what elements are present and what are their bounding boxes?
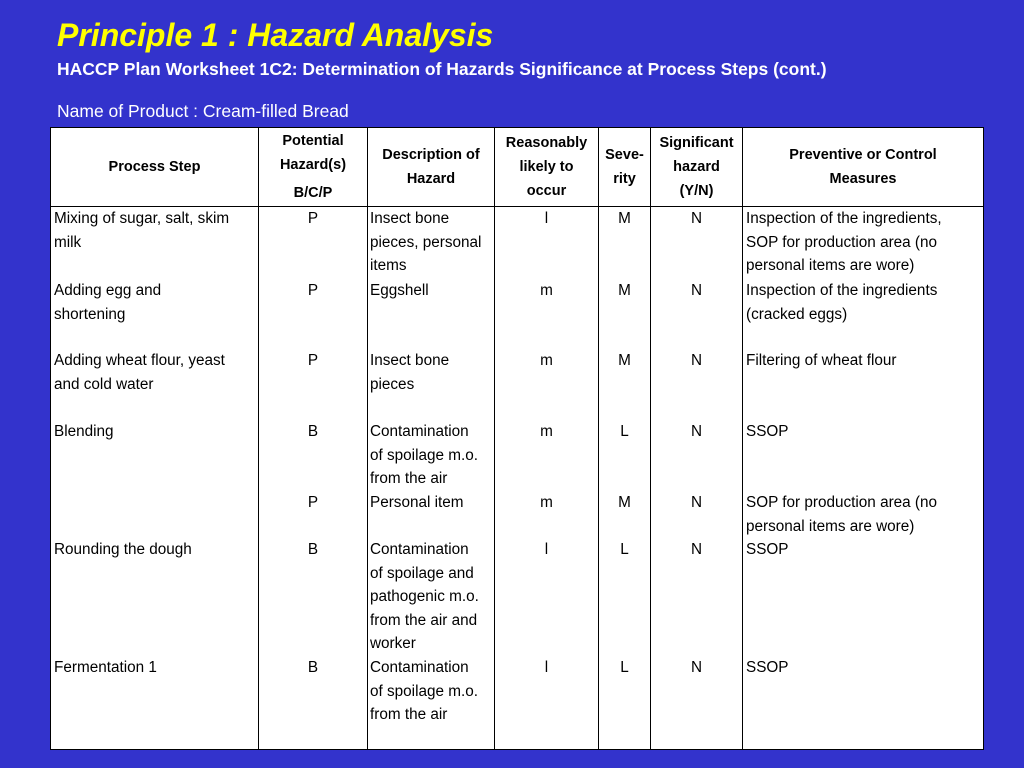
- hazard-description-cell: [370, 279, 494, 303]
- cell-text-line: milk: [54, 233, 82, 251]
- cell-text-line: N: [690, 282, 703, 299]
- process-step-cell: [54, 656, 256, 680]
- cell-text-line: Adding wheat flour, yeast: [54, 352, 225, 369]
- cell-text-line: N: [690, 352, 703, 369]
- cell-text-line: Insect bone: [370, 352, 450, 369]
- cell-text-line: pieces: [370, 375, 415, 393]
- cell-text-line: B: [307, 659, 319, 676]
- cell-text-line: l: [544, 541, 549, 558]
- cell-text-line: of spoilage m.o.: [370, 682, 478, 700]
- hazard-type-cell: [259, 349, 367, 373]
- cell-text-line: N: [690, 210, 703, 227]
- cell-text-line: pieces, personal: [370, 233, 482, 251]
- cell-text-line: items: [370, 257, 407, 275]
- cell-text-line: personal items are wore): [746, 257, 915, 275]
- cell-text-line: Eggshell: [370, 282, 429, 299]
- cell-text-line: P: [307, 352, 319, 369]
- cell-text-line: Contamination: [370, 423, 469, 440]
- severity-cell: [599, 207, 650, 231]
- significant-hazard-cell: [651, 538, 742, 562]
- cell-text-line: m: [540, 352, 553, 369]
- cell-text-line: M: [618, 210, 631, 227]
- cell-text-line: Mixing of sugar, salt, skim: [54, 210, 230, 227]
- cell-text-line: l: [544, 210, 549, 227]
- likelihood-cell: [495, 656, 598, 680]
- cell-text-line: N: [690, 494, 703, 511]
- significant-hazard-cell: [651, 349, 742, 373]
- cell-text-line: Inspection of the ingredients,: [746, 210, 942, 227]
- process-step-cell: [54, 279, 256, 326]
- likelihood-cell: [495, 279, 598, 303]
- header-preventive-measures: [743, 128, 983, 206]
- header-line: B/C/P: [293, 185, 333, 201]
- cell-text-line: SOP for production area (no: [746, 494, 938, 511]
- hazard-type-cell: [259, 538, 367, 562]
- cell-text-line: P: [307, 282, 319, 299]
- cell-text-line: from the air and: [370, 611, 478, 629]
- cell-text-line: pathogenic m.o.: [370, 588, 479, 606]
- header-line: likely to: [519, 159, 574, 175]
- preventive-measures-cell: [746, 491, 983, 538]
- likelihood-cell: [495, 538, 598, 562]
- header-process-step: [51, 128, 258, 206]
- hazard-type-cell: [259, 279, 367, 303]
- preventive-measures-cell: [746, 207, 983, 278]
- cell-text-line: m: [540, 423, 553, 440]
- header-line: Measures: [829, 171, 897, 187]
- cell-text-line: N: [690, 659, 703, 676]
- likelihood-cell: [495, 207, 598, 231]
- hazard-description-cell: [370, 656, 494, 727]
- cell-text-line: P: [307, 210, 319, 227]
- cell-text-line: Fermentation 1: [54, 659, 157, 676]
- cell-text-line: M: [618, 282, 631, 299]
- header-significant-hazard: [651, 128, 742, 206]
- header-line: Process Step: [108, 159, 201, 175]
- header-line: occur: [526, 183, 567, 199]
- cell-text-line: shortening: [54, 305, 126, 323]
- cell-text-line: B: [307, 423, 319, 440]
- cell-text-line: Insect bone: [370, 210, 450, 227]
- product-name: Name of Product : Cream-filled Bread: [57, 101, 349, 121]
- header-description: [368, 128, 494, 206]
- cell-text-line: Rounding the dough: [54, 541, 192, 558]
- hazard-analysis-table: [50, 127, 984, 750]
- cell-text-line: B: [307, 541, 319, 558]
- cell-text-line: from the air: [370, 470, 448, 488]
- cell-text-line: m: [540, 494, 553, 511]
- preventive-measures-cell: [746, 538, 983, 562]
- cell-text-line: N: [690, 541, 703, 558]
- header-line: hazard: [673, 159, 720, 175]
- preventive-measures-cell: [746, 656, 983, 680]
- cell-text-line: M: [618, 494, 631, 511]
- cell-text-line: from the air: [370, 706, 448, 724]
- significant-hazard-cell: [651, 420, 742, 444]
- hazard-description-cell: [370, 420, 494, 491]
- header-line: Reasonably: [505, 135, 588, 151]
- hazard-description-cell: [370, 207, 494, 278]
- cell-text-line: L: [620, 423, 629, 440]
- page-title: Principle 1 : Hazard Analysis: [57, 17, 494, 53]
- hazard-type-cell: [259, 420, 367, 444]
- preventive-measures-cell: [746, 349, 983, 373]
- significant-hazard-cell: [651, 279, 742, 303]
- likelihood-cell: [495, 420, 598, 444]
- header-line: Preventive or Control: [789, 147, 937, 163]
- cell-text-line: of spoilage and: [370, 564, 474, 582]
- cell-text-line: l: [544, 659, 549, 676]
- header-line: Description of: [382, 147, 480, 163]
- cell-text-line: and cold water: [54, 375, 154, 393]
- hazard-description-cell: [370, 538, 494, 656]
- severity-cell: [599, 538, 650, 562]
- header-potential-hazards: [259, 128, 367, 206]
- header-reasonably-likely: [495, 128, 598, 206]
- cell-text-line: of spoilage m.o.: [370, 446, 478, 464]
- cell-text-line: SSOP: [746, 541, 789, 558]
- cell-text-line: SSOP: [746, 659, 789, 676]
- cell-text-line: Inspection of the ingredients: [746, 282, 938, 299]
- process-step-cell: [54, 349, 256, 396]
- process-step-cell: [54, 207, 256, 254]
- likelihood-cell: [495, 491, 598, 515]
- cell-text-line: SOP for production area (no: [746, 233, 938, 251]
- hazard-type-cell: [259, 656, 367, 680]
- cell-text-line: L: [620, 541, 629, 558]
- hazard-description-cell: [370, 349, 494, 396]
- header-line: Potential: [282, 133, 344, 149]
- cell-text-line: personal items are wore): [746, 517, 915, 535]
- cell-text-line: (cracked eggs): [746, 305, 848, 323]
- severity-cell: [599, 349, 650, 373]
- significant-hazard-cell: [651, 207, 742, 231]
- page-subtitle: HACCP Plan Worksheet 1C2: Determination of Hazards Significance at Process Steps (cont.): [57, 59, 827, 79]
- table-body: [51, 207, 983, 749]
- hazard-type-cell: [259, 207, 367, 231]
- header-line: Hazard(s): [279, 157, 347, 173]
- cell-text-line: Blending: [54, 423, 114, 440]
- header-line: rity: [613, 171, 636, 187]
- cell-text-line: Adding egg and: [54, 282, 162, 299]
- cell-text-line: Personal item: [370, 494, 464, 511]
- header-line: Hazard: [406, 171, 456, 187]
- severity-cell: [599, 491, 650, 515]
- significant-hazard-cell: [651, 656, 742, 680]
- cell-text-line: Contamination: [370, 659, 469, 676]
- cell-text-line: Contamination: [370, 541, 469, 558]
- process-step-cell: [54, 420, 256, 444]
- process-step-cell: [54, 538, 256, 562]
- header-line: (Y/N): [679, 183, 714, 199]
- hazard-description-cell: [370, 491, 494, 515]
- cell-text-line: SSOP: [746, 423, 789, 440]
- cell-text-line: Filtering of wheat flour: [746, 352, 897, 369]
- header-line: Seve-: [605, 147, 644, 163]
- likelihood-cell: [495, 349, 598, 373]
- hazard-type-cell: [259, 491, 367, 515]
- cell-text-line: N: [690, 423, 703, 440]
- cell-text-line: P: [307, 494, 319, 511]
- severity-cell: [599, 279, 650, 303]
- preventive-measures-cell: [746, 279, 983, 326]
- cell-text-line: L: [620, 659, 629, 676]
- significant-hazard-cell: [651, 491, 742, 515]
- preventive-measures-cell: [746, 420, 983, 444]
- cell-text-line: M: [618, 352, 631, 369]
- header-severity: [599, 128, 650, 206]
- header-line: Significant: [659, 135, 734, 151]
- cell-text-line: m: [540, 282, 553, 299]
- severity-cell: [599, 656, 650, 680]
- cell-text-line: worker: [370, 635, 416, 653]
- severity-cell: [599, 420, 650, 444]
